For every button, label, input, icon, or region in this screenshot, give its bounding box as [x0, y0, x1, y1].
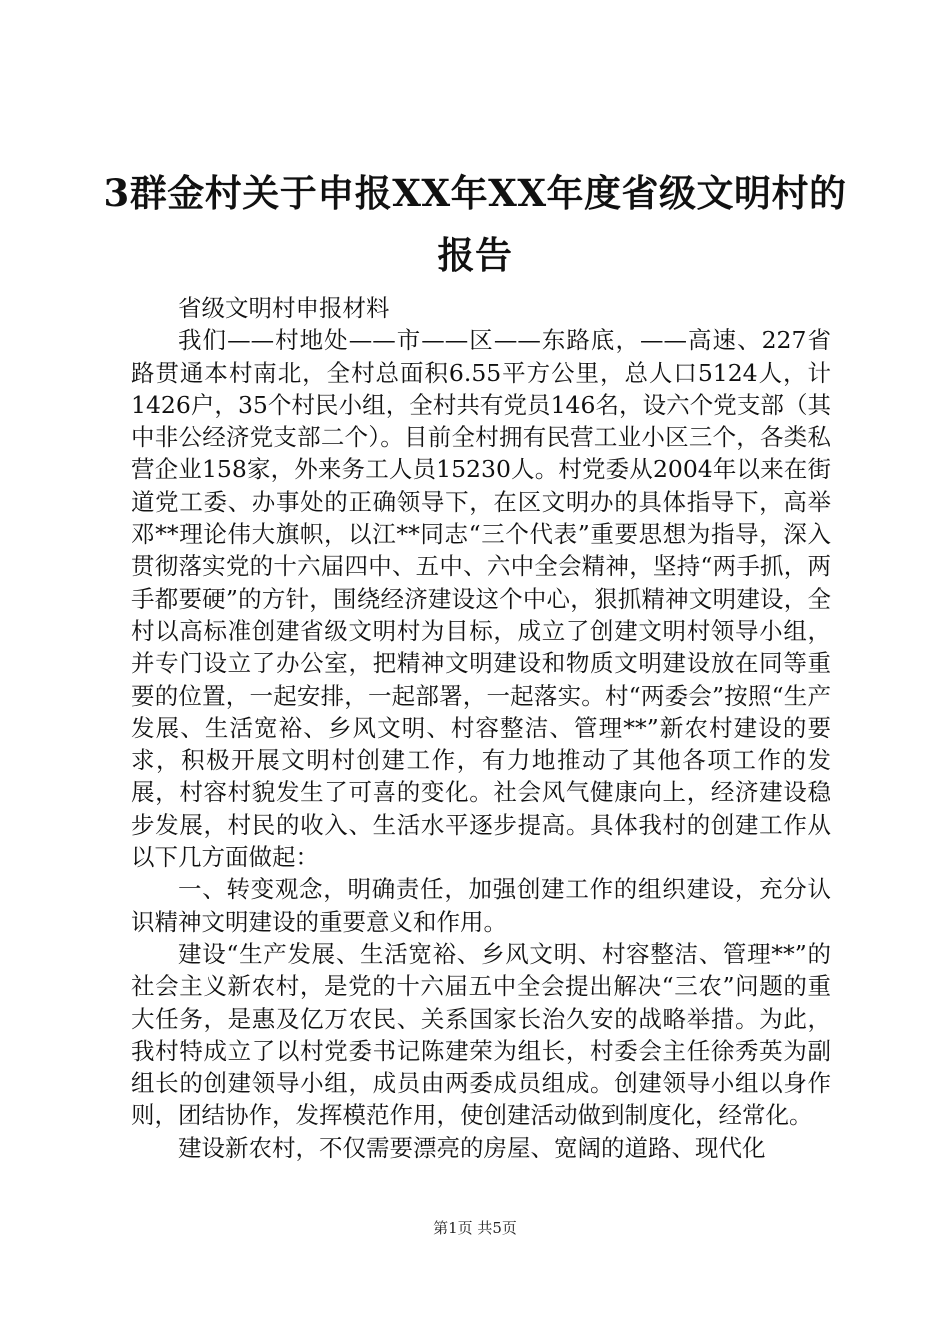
paragraph-intro: 我们——村地处——市——区——东路底，——高速、227省路贯通本村南北，全村总面积6.55平方公里，总人口5124人，计1426户，35个村民小组，全村共有党员146名，设六个党支部（其中非公经济党支部二个）。目前全村拥有民营工业小区三个，各类私营企业158家，外来务工人员15230人。村党委从2004年以来在街道党工委、办事处的正确领导下，在区文明办的具体指导下，高举邓**理论伟大旗帜，以江**同志“三个代表”重要思想为指导，深入贯彻落实党的十六届四中、五中、六中全会精神，坚持“两手抓，两手都要硬”的方针，围绕经济建设这个中心，狠抓精神文明建设，全村以高标准创建省级文明村为目标，成立了创建文明村领导小组，并专门设立了办公室，把精神文明建设和物质文明建设放在同等重要的位置，一起安排，一起部署，一起落实。村“两委会”按照“生产发展、生活宽裕、乡风文明、村容整洁、管理**”新农村建设的要求，积极开展文明村创建工作，有力地推动了其他各项工作的发展，村容村貌发生了可喜的变化。社会风气健康向上，经济建设稳步发展，村民的收入、生活水平逐步提高。具体我村的创建工作从以下几方面做起： [131, 326, 831, 872]
subtitle-paragraph: 省级文明村申报材料 [178, 294, 390, 322]
paragraph-continued: 建设新农村，不仅需要漂亮的房屋、宽阔的道路、现代化 [178, 1133, 766, 1162]
page-footer: 第1页 共5页 [433, 1219, 517, 1237]
paragraph-section-heading: 一、转变观念，明确责任，加强创建工作的组织建设，充分认识精神文明建设的重要意义和作用。 [131, 875, 831, 936]
document-title: 3群金村关于申报XX年XX年度省级文明村的报告 [103, 171, 847, 277]
document-body [131, 292, 831, 1164]
paragraph-leadership: 建设“生产发展、生活宽裕、乡风文明、村容整洁、管理**”的社会主义新农村，是党的十六届五中全会提出解决“三农”问题的重大任务，是惠及亿万农民、关系国家长治久安的战略举措。为此，我村特成立了以村党委书记陈建荣为组长，村委会主任徐秀英为副组长的创建领导小组，成员由两委成员组成。创建领导小组以身作则，团结协作，发挥模范作用，使创建活动做到制度化，经常化。 [131, 939, 831, 1130]
